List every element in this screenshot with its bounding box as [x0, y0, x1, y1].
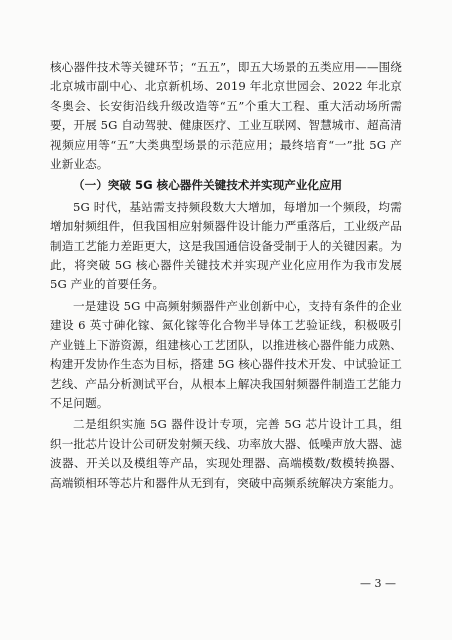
- paragraph-design-program: 二是组织实施 5G 器件设计专项，完善 5G 芯片设计工具，组织一批芯片设计公司研发射频天线、功率放大器、低噪声放大器、滤波器、开关以及模组等产品，实现处理器、高端模数/数模转换器、高端锁相环等芯片和器件从无到有，突破中高频系统解决方案能力。: [50, 417, 402, 490]
- paragraph-5g-era: 5G 时代，基站需支持频段数大大增加，每增加一个频段，均需增加射频组件，但我国相应射频器件设计能力严重落后，工业级产品制造工艺能力差距更大，这是我国通信设备受制于人的关键因素。为此，将突破 5G 核心器件关键技术并实现产业化应用作为我市发展 5G 产业的首要任务。: [50, 199, 402, 292]
- paragraph-five-scenarios: 核心器件技术等关键环节；“五五”，即五大场景的五类应用——围绕北京城市副中心、北京新机场、2019 年北京世园会、2022 年北京冬奥会、长安街沿线升级改造等“五”个重大工程、重大活动场所需要，开展 5G 自动驾驶、健康医疗、工业互联网、智慧城市、超高清视频应用等“五”大类典型场景的示范应用；最终培育“一”批 5G 产业新业态。: [50, 60, 402, 172]
- page-number: — 3 —: [360, 577, 396, 590]
- paragraph-innovation-center: 一是建设 5G 中高频射频器件产业创新中心，支持有条件的企业建设 6 英寸砷化镓、氮化镓等化合物半导体工艺验证线，积极吸引产业链上下游资源，组建核心工艺团队，以推进核心器件能力成熟、构建开发协作生态为目标，搭建 5G 核心器件技术开发、中试验证工艺线、产品分析测试平台，从根本上解决我国射频器件制造工艺能力不足问题。: [50, 298, 402, 410]
- document-body: [50, 58, 402, 495]
- section-heading: （一）突破 5G 核心器件关键技术并实现产业化应用: [73, 178, 343, 193]
